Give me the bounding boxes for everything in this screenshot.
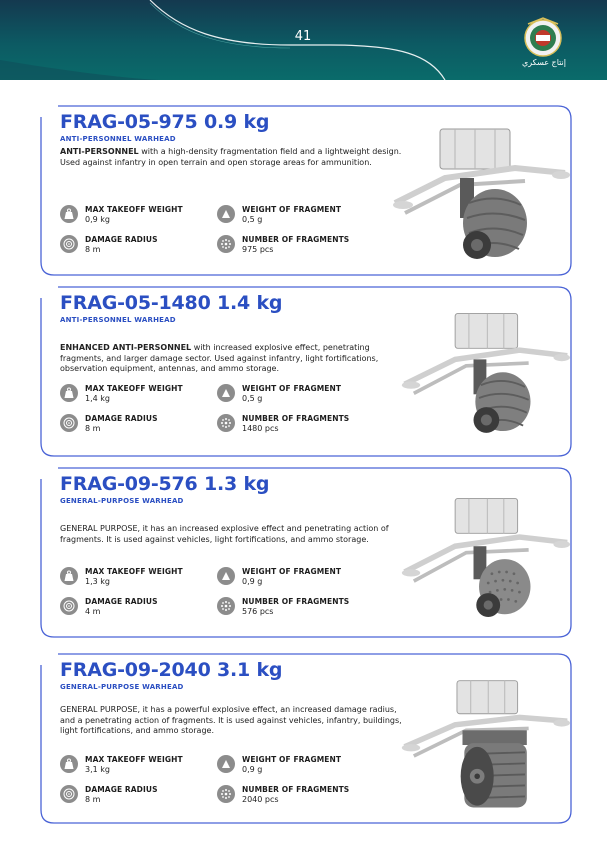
radius-icon [60, 414, 78, 432]
product-description [60, 524, 410, 545]
spec-label: MAX TAKEOFF WEIGHT [85, 755, 183, 764]
drone-warhead-image [400, 300, 570, 450]
fragment-icon [217, 567, 235, 585]
spec-number-of-fragments [217, 785, 367, 809]
spec-label: MAX TAKEOFF WEIGHT [85, 567, 183, 576]
spec-label: WEIGHT OF FRAGMENT [242, 205, 342, 214]
spec-value: 1480 pcs [242, 424, 279, 433]
weight-icon [60, 205, 78, 223]
spec-max-takeoff-weight [60, 567, 210, 591]
spec-max-takeoff-weight [60, 205, 210, 229]
fragment-icon [217, 205, 235, 223]
drone-warhead-image [400, 485, 570, 635]
spec-label: DAMAGE RADIUS [85, 597, 158, 606]
product-title: FRAG-05-975 0.9 kg [60, 111, 270, 133]
description-lead: ANTI-PERSONNEL [60, 147, 139, 156]
spec-max-takeoff-weight [60, 755, 210, 779]
spec-label: WEIGHT OF FRAGMENT [242, 755, 342, 764]
spec-value: 1,4 kg [85, 394, 110, 403]
page-header [0, 0, 607, 80]
fragments-count-icon [217, 597, 235, 615]
spec-value: 8 m [85, 245, 101, 254]
page-number: 41 [294, 29, 312, 44]
product-card [40, 653, 570, 825]
spec-value: 0,5 g [242, 394, 263, 403]
description-text: GENERAL PURPOSE, it has an increased explosive effect and penetrating action of fragments. It is used against vehicles, light fortifications, and ammo storage. [60, 524, 389, 544]
spec-damage-radius [60, 414, 210, 438]
spec-value: 8 m [85, 795, 101, 804]
spec-label: WEIGHT OF FRAGMENT [242, 384, 342, 393]
radius-icon [60, 597, 78, 615]
description-text: with a high-density fragmentation field and a lightweight design. Used against infantry in open terrain and open storage areas for ammunition. [60, 147, 402, 167]
product-card [40, 286, 570, 458]
product-title: FRAG-05-1480 1.4 kg [60, 292, 283, 314]
radius-icon [60, 785, 78, 803]
spec-max-takeoff-weight [60, 384, 210, 408]
spec-damage-radius [60, 785, 210, 809]
drone-warhead-image [385, 123, 570, 273]
spec-value: 1,3 kg [85, 577, 110, 586]
weight-icon [60, 567, 78, 585]
spec-value: 0,5 g [242, 215, 263, 224]
spec-number-of-fragments [217, 414, 367, 438]
spec-label: NUMBER OF FRAGMENTS [242, 235, 350, 244]
spec-weight-of-fragment [217, 384, 367, 408]
product-card [40, 467, 570, 639]
fragment-icon [217, 384, 235, 402]
spec-value: 0,9 g [242, 765, 263, 774]
spec-label: DAMAGE RADIUS [85, 235, 158, 244]
spec-value: 2040 pcs [242, 795, 279, 804]
product-description [60, 343, 410, 375]
product-title: FRAG-09-576 1.3 kg [60, 473, 270, 495]
description-text: with increased explosive effect, penetrating fragments, and larger damage sector. Used against infantry, light fortifications, observation equipment, antennas, and ammo storage. [60, 343, 379, 373]
product-subtitle: GENERAL-PURPOSE WARHEAD [60, 497, 184, 505]
spec-label: DAMAGE RADIUS [85, 414, 158, 423]
product-subtitle: ANTI-PERSONNEL WARHEAD [60, 135, 176, 143]
spec-weight-of-fragment [217, 205, 367, 229]
product-title: FRAG-09-2040 3.1 kg [60, 659, 283, 681]
description-lead: ENHANCED ANTI-PERSONNEL [60, 343, 192, 352]
drone-warhead-image [400, 667, 570, 823]
spec-value: 8 m [85, 424, 101, 433]
fragments-count-icon [217, 785, 235, 803]
spec-weight-of-fragment [217, 567, 367, 591]
description-text: GENERAL PURPOSE, it has a powerful explosive effect, an increased damage radius, and a penetrating action of fragments. It is used against vehicles, infantry, buildings, light fortifications, and ammo storage. [60, 705, 402, 735]
product-subtitle: GENERAL-PURPOSE WARHEAD [60, 683, 184, 691]
product-description [60, 147, 410, 168]
spec-label: MAX TAKEOFF WEIGHT [85, 205, 183, 214]
fragments-count-icon [217, 235, 235, 253]
spec-label: NUMBER OF FRAGMENTS [242, 597, 350, 606]
spec-number-of-fragments [217, 597, 367, 621]
spec-label: WEIGHT OF FRAGMENT [242, 567, 342, 576]
spec-value: 576 pcs [242, 607, 274, 616]
product-subtitle: ANTI-PERSONNEL WARHEAD [60, 316, 176, 324]
spec-value: 4 m [85, 607, 101, 616]
spec-value: 0,9 g [242, 577, 263, 586]
spec-number-of-fragments [217, 235, 367, 259]
radius-icon [60, 235, 78, 253]
spec-value: 3,1 kg [85, 765, 110, 774]
weight-icon [60, 755, 78, 773]
spec-value: 975 pcs [242, 245, 274, 254]
spec-value: 0,9 kg [85, 215, 110, 224]
fragments-count-icon [217, 414, 235, 432]
spec-label: DAMAGE RADIUS [85, 785, 158, 794]
weight-icon [60, 384, 78, 402]
spec-label: NUMBER OF FRAGMENTS [242, 785, 350, 794]
spec-label: NUMBER OF FRAGMENTS [242, 414, 350, 423]
logo-caption: إنتاج عسكري [521, 58, 566, 67]
spec-weight-of-fragment [217, 755, 367, 779]
product-card [40, 105, 570, 277]
spec-label: MAX TAKEOFF WEIGHT [85, 384, 183, 393]
spec-damage-radius [60, 235, 210, 259]
spec-damage-radius [60, 597, 210, 621]
fragment-icon [217, 755, 235, 773]
product-description [60, 705, 410, 737]
